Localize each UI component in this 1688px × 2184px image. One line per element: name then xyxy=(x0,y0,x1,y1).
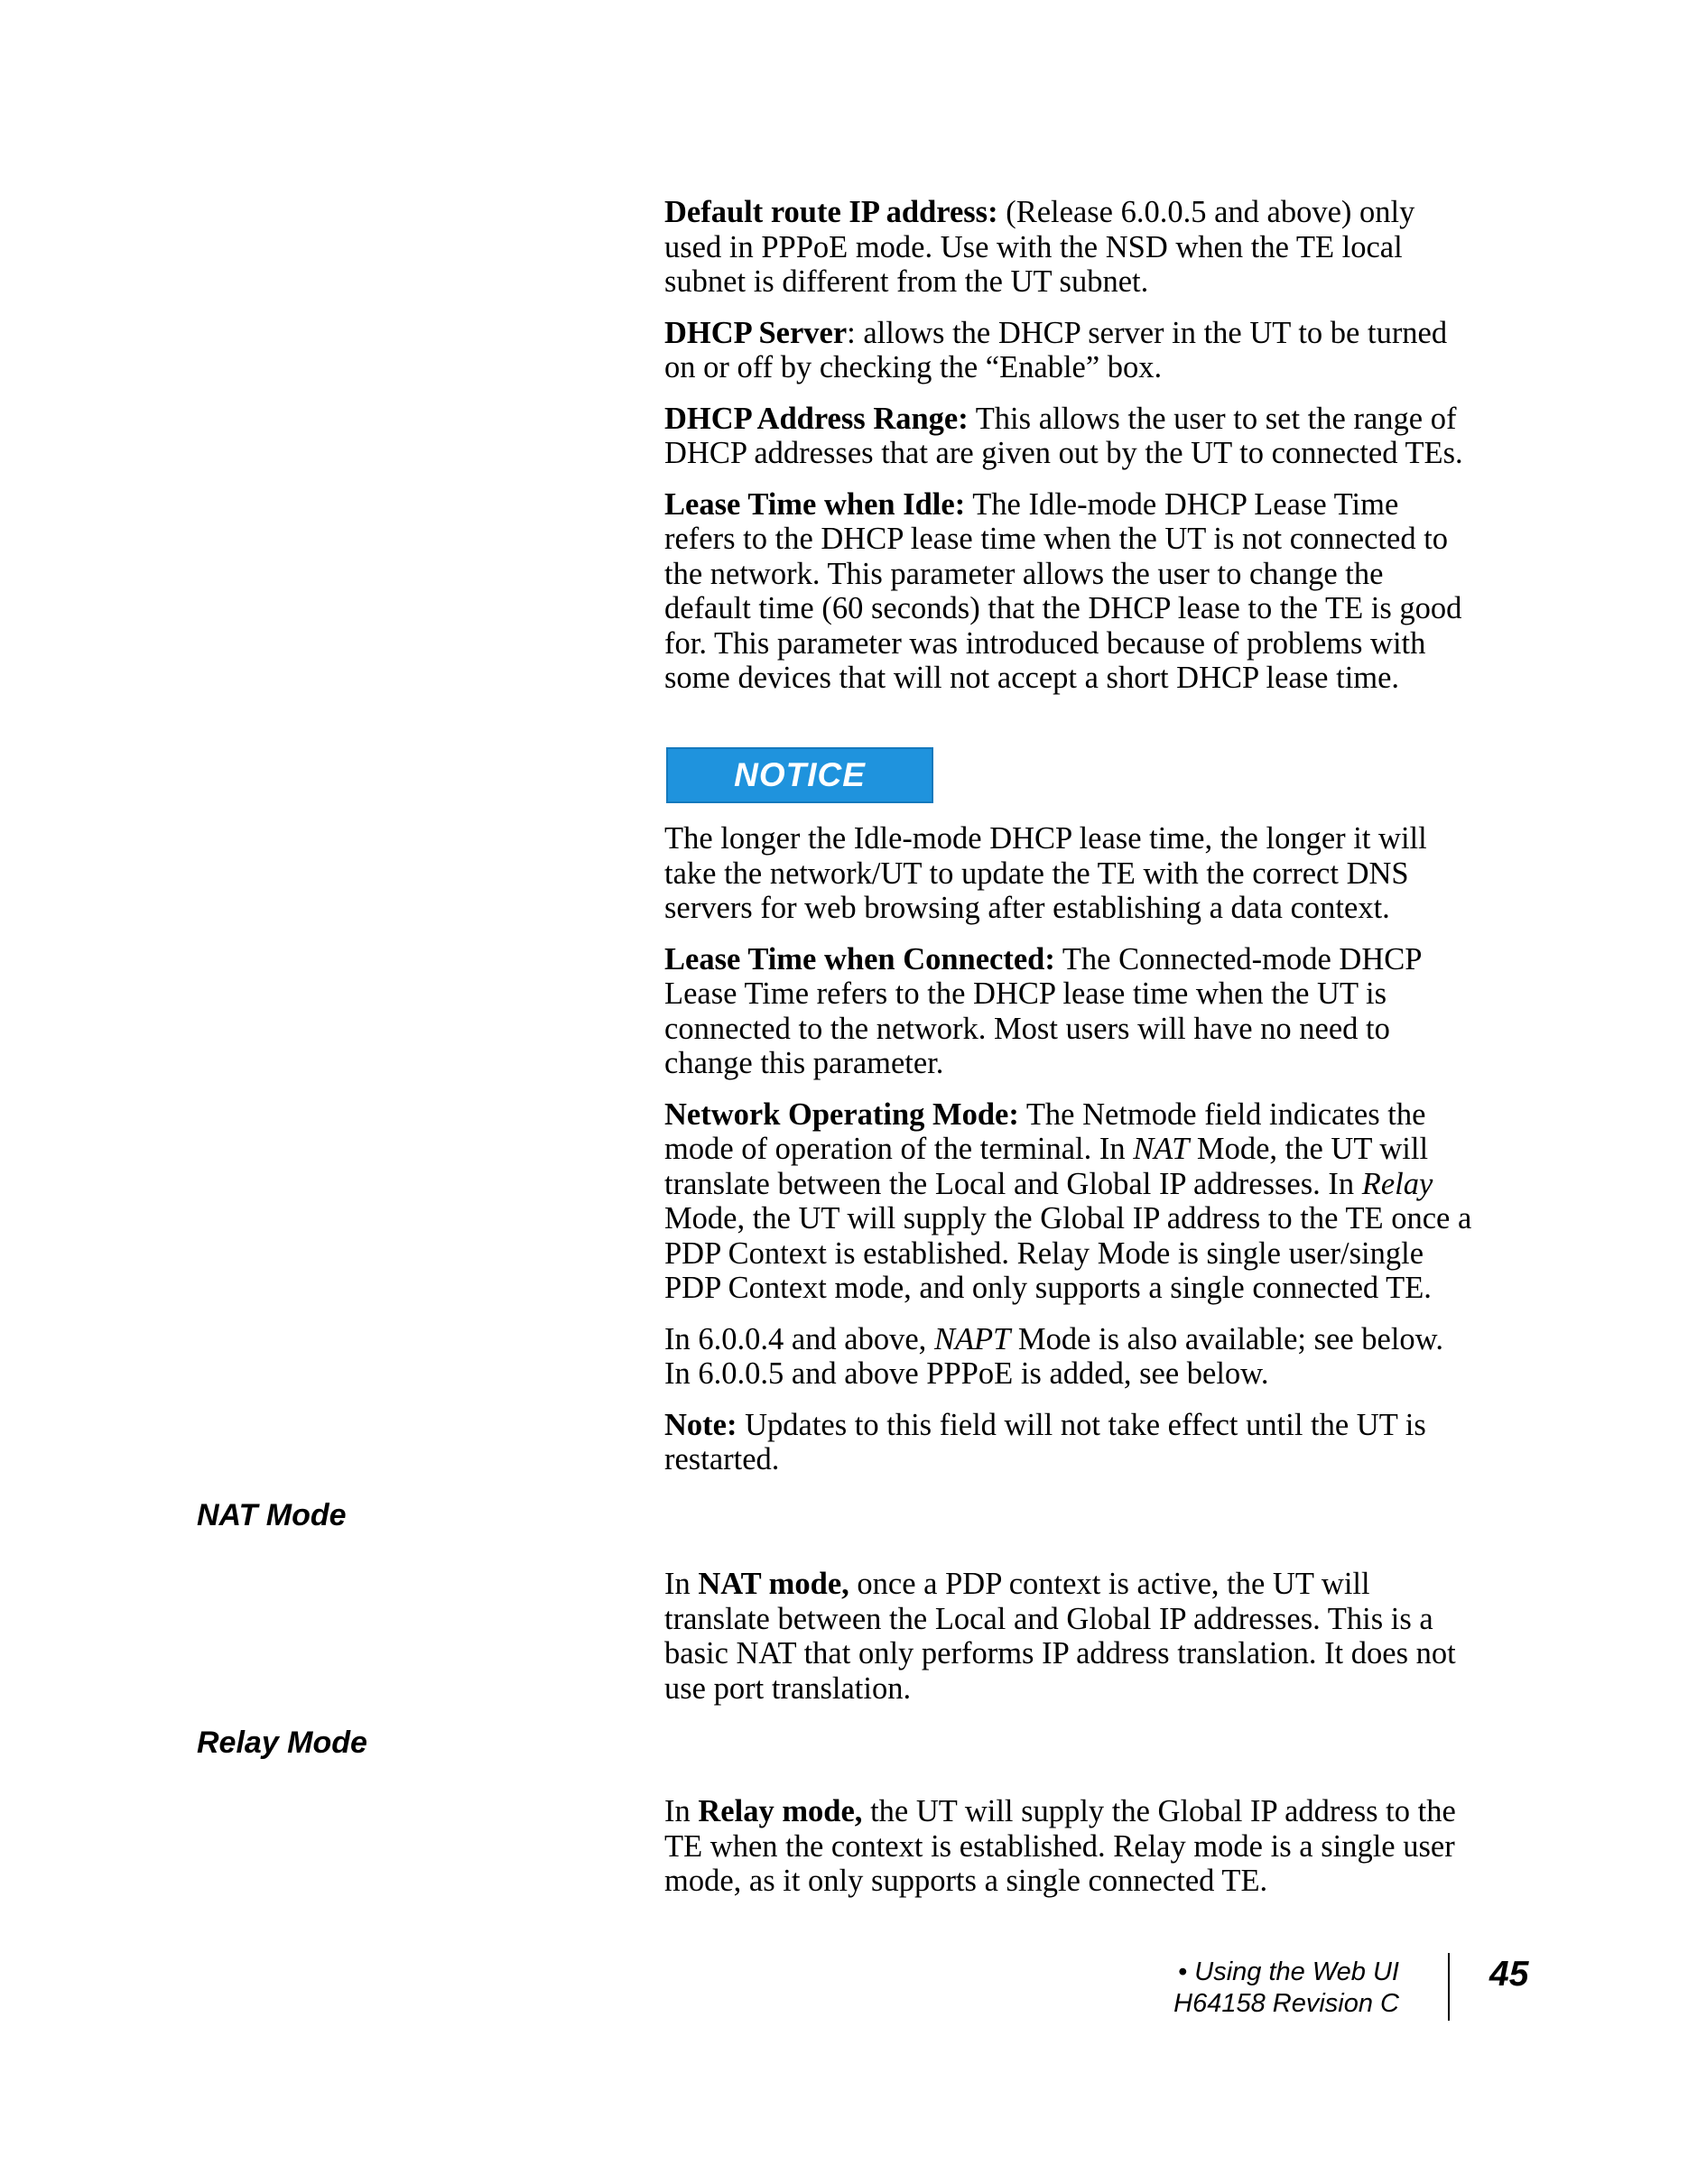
term-lease-connected: Lease Time when Connected: xyxy=(664,941,1055,976)
paragraph-notice: The longer the Idle-mode DHCP lease time, the longer it will take the network/UT to update the TE with the correct DNS servers for web browsing after establishing a data context. xyxy=(664,821,1427,925)
paragraph-lease-connected xyxy=(664,942,1477,1081)
text-lease-connected: The Connected-mode DHCP Lease Time refers to the DHCP lease time when the UT is connected to the network. Most users will have no need to change this parameter. xyxy=(664,941,1422,1080)
term-dhcp-range: DHCP Address Range: xyxy=(664,401,969,436)
paragraph-netmode xyxy=(664,1097,1477,1306)
text-nat-mode-1: In xyxy=(664,1567,699,1601)
text-netmode-3: Mode, the UT will supply the Global IP address to the TE once a PDP Context is established. Relay Mode is single user/single PDP Context mode, and only supports a single connected TE. xyxy=(664,1201,1472,1305)
text-netmode-2: Mode, the UT will translate between the Local and Global IP addresses. In xyxy=(664,1132,1429,1201)
page-footer xyxy=(1173,1957,1399,2020)
text-lease-idle: The Idle-mode DHCP Lease Time refers to the DHCP lease time when the UT is not connected to the network. This parameter allows the user to change the default time (60 seconds) that the DHCP lease to the TE is good for. This parameter was introduced because of problems with some devices that will not accept a short DHCP lease time. xyxy=(664,486,1462,695)
notice-label: NOTICE xyxy=(734,756,866,793)
term-relay-mode: Relay mode, xyxy=(698,1794,863,1828)
paragraph-napt xyxy=(664,1322,1477,1392)
term-dhcp-server: DHCP Server xyxy=(664,315,848,350)
text-napt-2: Mode is also available; see below. In 6.0.0.5 and above PPPoE is added, see below. xyxy=(664,1321,1443,1391)
term-lease-idle: Lease Time when Idle: xyxy=(664,486,966,522)
term-nat-mode: NAT mode, xyxy=(698,1567,849,1601)
paragraph-dhcp-range xyxy=(664,402,1477,471)
text-relay-mode-1: In xyxy=(664,1794,699,1828)
italic-relay: Relay xyxy=(1361,1166,1433,1201)
term-netmode: Network Operating Mode: xyxy=(664,1097,1019,1132)
paragraph-relay-mode xyxy=(664,1794,1477,1899)
text-nat-mode-2: once a PDP context is active, the UT will translate between the Local and Global IP addresses. This is a basic NAT that only performs IP address translation. It does not use port translation. xyxy=(664,1567,1456,1706)
italic-napt: NAPT xyxy=(933,1321,1011,1356)
page-number: 45 xyxy=(1489,1955,1529,1994)
text-default-route: (Release 6.0.0.5 and above) only used in PPPoE mode. Use with the NSD when the TE local subnet is different from the UT subnet. xyxy=(664,195,1415,299)
text-relay-mode-2: the UT will supply the Global IP address to the TE when the context is established. Relay mode is a single user mode, as it only supports a single connected TE. xyxy=(664,1794,1456,1898)
paragraph-note xyxy=(664,1408,1477,1477)
footer-divider xyxy=(1448,1953,1450,2021)
text-dhcp-range: This allows the user to set the range of DHCP addresses that are given out by the UT to connected TEs. xyxy=(664,401,1463,470)
paragraph-default-route xyxy=(664,195,1477,300)
main-column-lower xyxy=(664,821,1477,1477)
term-note: Note: xyxy=(664,1407,737,1442)
text-dhcp-server: : allows the DHCP server in the UT to be turned on or off by checking the “Enable” box. xyxy=(664,315,1448,384)
main-column xyxy=(664,195,1477,696)
paragraph-dhcp-server xyxy=(664,316,1477,385)
text-napt-1: In 6.0.0.4 and above, xyxy=(664,1321,934,1356)
text-netmode-1: The Netmode field indicates the mode of operation of the terminal. In xyxy=(664,1097,1426,1166)
paragraph-nat-mode xyxy=(664,1567,1477,1706)
section-relay-mode xyxy=(664,1794,1477,1899)
section-nat-mode xyxy=(664,1567,1477,1706)
heading-relay-mode: Relay Mode xyxy=(197,1726,367,1760)
text-note: Updates to this field will not take effect until the UT is restarted. xyxy=(664,1407,1426,1476)
footer-section-title: • Using the Web UI xyxy=(1178,1957,1399,1986)
footer-doc-revision: H64158 Revision C xyxy=(1173,1989,1399,2018)
paragraph-lease-idle xyxy=(664,487,1477,696)
heading-nat-mode: NAT Mode xyxy=(197,1498,347,1532)
notice-banner xyxy=(666,747,933,803)
term-default-route: Default route IP address: xyxy=(664,195,998,229)
italic-nat: NAT xyxy=(1133,1132,1190,1166)
